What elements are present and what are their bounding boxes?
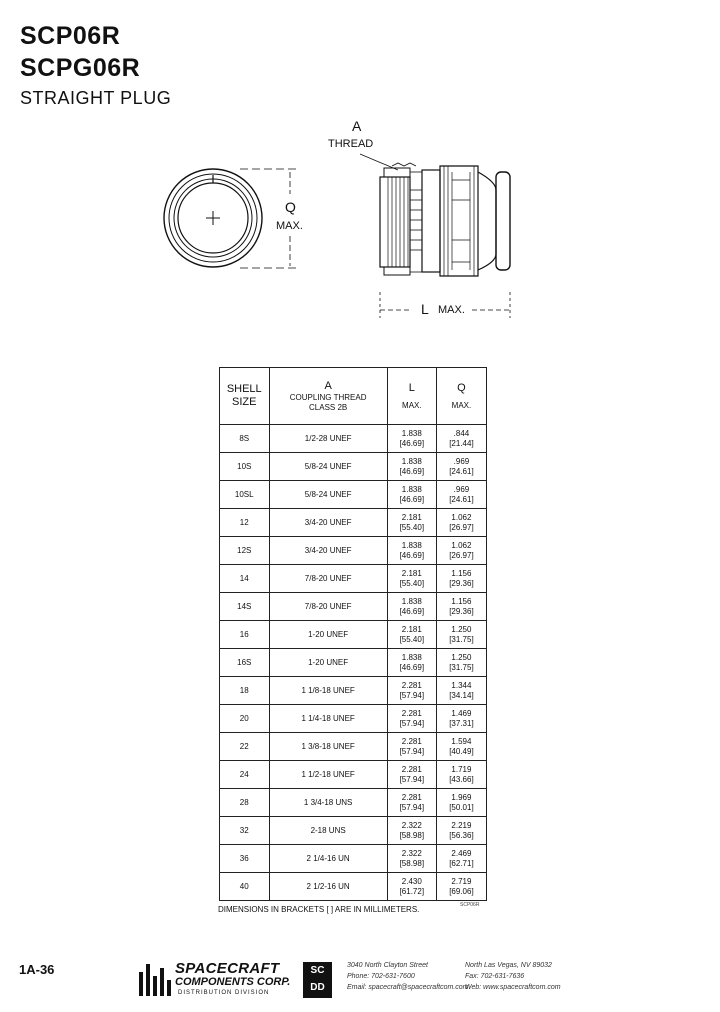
dimensions-footnote: DIMENSIONS IN BRACKETS [ ] ARE IN MILLIMETERS.: [218, 905, 420, 914]
cell-l-max: [387, 509, 436, 537]
value-inches: 1.719: [451, 764, 472, 774]
cell-shell-size: [220, 677, 270, 705]
table-row: [220, 817, 487, 845]
address-phone: Phone: 702-631-7600: [347, 973, 415, 980]
table-row: [220, 761, 487, 789]
value-inches: 7/8-20 UNEF: [304, 601, 352, 611]
cell-shell-size: [220, 509, 270, 537]
value-millimeters: [56.36]: [449, 830, 474, 840]
badge-bottom: DD: [310, 982, 325, 993]
value-inches: 14: [239, 573, 249, 583]
cell-shell-size: [220, 565, 270, 593]
value-inches: 2.430: [401, 876, 422, 886]
value-inches: .969: [453, 456, 470, 466]
cell-l-max: [387, 565, 436, 593]
value-inches: 1.969: [451, 792, 472, 802]
value-inches: 1-20 UNEF: [308, 629, 349, 639]
cell-q-max: [436, 817, 486, 845]
value-inches: 1.838: [401, 484, 422, 494]
cell-coupling-thread: [269, 789, 387, 817]
value-inches: 1.156: [451, 568, 472, 578]
value-millimeters: [57.94]: [399, 746, 425, 756]
value-inches: 2.181: [401, 568, 422, 578]
value-inches: 1 1/4-18 UNEF: [301, 713, 355, 723]
cell-q-max: [436, 733, 486, 761]
value-inches: 1 1/8-18 UNEF: [301, 685, 355, 695]
value-millimeters: [31.75]: [449, 662, 474, 672]
header-l-max: [387, 368, 436, 425]
value-millimeters: [55.40]: [399, 634, 425, 644]
value-millimeters: [29.36]: [449, 606, 474, 616]
value-millimeters: [57.94]: [399, 774, 425, 784]
table-row: [220, 649, 487, 677]
value-inches: 1.838: [401, 596, 422, 606]
cell-coupling-thread: [269, 817, 387, 845]
cell-l-max: [387, 761, 436, 789]
address-web: Web: www.spacecraftcom.com: [465, 984, 561, 991]
cell-coupling-thread: [269, 481, 387, 509]
value-inches: 1.156: [451, 596, 472, 606]
cell-l-max: [387, 425, 436, 453]
model-number-primary: SCP06R: [20, 22, 121, 50]
cell-coupling-thread: [269, 537, 387, 565]
value-inches: 7/8-20 UNEF: [304, 573, 352, 583]
cell-q-max: [436, 621, 486, 649]
cell-q-max: [436, 565, 486, 593]
value-inches: 16: [239, 629, 249, 639]
cell-l-max: [387, 481, 436, 509]
value-millimeters: [40.49]: [449, 746, 474, 756]
cell-shell-size: [220, 481, 270, 509]
cell-coupling-thread: [269, 649, 387, 677]
cell-q-max: [436, 593, 486, 621]
cell-l-max: [387, 593, 436, 621]
cell-coupling-thread: [269, 425, 387, 453]
value-inches: 2.281: [401, 764, 422, 774]
value-inches: 1.062: [451, 512, 472, 522]
value-inches: 3/4-20 UNEF: [304, 517, 352, 527]
cell-q-max: [436, 845, 486, 873]
table-row: [220, 845, 487, 873]
cell-l-max: [387, 705, 436, 733]
value-inches: 10SL: [234, 489, 254, 499]
value-inches: 12: [239, 517, 249, 527]
value-millimeters: [57.94]: [399, 802, 425, 812]
value-inches: 18: [239, 685, 249, 695]
value-millimeters: [50.01]: [449, 802, 474, 812]
header-l-line1: L: [408, 381, 415, 394]
value-inches: 36: [239, 853, 249, 863]
cell-shell-size: [220, 705, 270, 733]
value-inches: 2.219: [451, 820, 472, 830]
value-millimeters: [46.69]: [399, 494, 425, 504]
value-millimeters: [24.61]: [449, 466, 474, 476]
value-inches: 20: [239, 713, 249, 723]
cell-q-max: [436, 453, 486, 481]
cell-l-max: [387, 649, 436, 677]
cell-shell-size: [220, 733, 270, 761]
cell-coupling-thread: [269, 565, 387, 593]
value-inches: 2.281: [401, 708, 422, 718]
table-row: [220, 481, 487, 509]
value-inches: 2 1/4-16 UN: [306, 853, 350, 863]
cell-q-max: [436, 705, 486, 733]
cell-coupling-thread: [269, 761, 387, 789]
cell-shell-size: [220, 621, 270, 649]
header-l-line2: MAX.: [402, 400, 422, 410]
value-inches: 2.281: [401, 792, 422, 802]
cell-coupling-thread: [269, 845, 387, 873]
table-row: [220, 425, 487, 453]
cell-shell-size: [220, 593, 270, 621]
model-number-secondary: SCPG06R: [20, 54, 141, 82]
value-millimeters: [69.06]: [449, 886, 474, 896]
value-millimeters: [46.69]: [399, 550, 425, 560]
brand-subname: COMPONENTS CORP.: [175, 976, 291, 988]
value-inches: 1 1/2-18 UNEF: [301, 769, 355, 779]
address-fax: Fax: 702-631-7636: [465, 973, 525, 980]
product-subtitle: STRAIGHT PLUG: [20, 88, 172, 108]
label-l-max: MAX.: [438, 304, 465, 316]
value-millimeters: [57.94]: [399, 690, 425, 700]
cell-coupling-thread: [269, 733, 387, 761]
header-coupling-thread: [269, 368, 387, 425]
cell-l-max: [387, 621, 436, 649]
value-inches: 2.181: [401, 624, 422, 634]
cell-shell-size: [220, 453, 270, 481]
value-millimeters: [61.72]: [399, 886, 425, 896]
value-inches: 40: [239, 881, 249, 891]
cell-shell-size: [220, 649, 270, 677]
header-q-line1: Q: [457, 381, 466, 394]
cell-q-max: [436, 789, 486, 817]
label-a: A: [352, 118, 362, 134]
value-inches: 3/4-20 UNEF: [304, 545, 352, 555]
cell-l-max: [387, 453, 436, 481]
value-inches: 8S: [239, 433, 250, 443]
value-inches: 1.838: [401, 540, 422, 550]
table-row: [220, 593, 487, 621]
value-millimeters: [26.97]: [449, 522, 474, 532]
cell-q-max: [436, 677, 486, 705]
value-inches: 2-18 UNS: [310, 825, 346, 835]
label-q-max: MAX.: [276, 220, 303, 232]
value-millimeters: [24.61]: [449, 494, 474, 504]
scdd-badge: [303, 962, 332, 998]
header-q-line2: MAX.: [451, 400, 472, 410]
value-inches: 12S: [237, 545, 252, 555]
value-inches: 1-20 UNEF: [308, 657, 349, 667]
side-view: [380, 163, 510, 276]
value-inches: 1.838: [401, 652, 422, 662]
value-inches: 2.281: [401, 736, 422, 746]
value-millimeters: [46.69]: [399, 662, 425, 672]
cell-shell-size: [220, 789, 270, 817]
cell-shell-size: [220, 425, 270, 453]
value-inches: 1.062: [451, 540, 472, 550]
table-row: [220, 565, 487, 593]
value-inches: 28: [239, 797, 249, 807]
cell-coupling-thread: [269, 593, 387, 621]
value-millimeters: [55.40]: [399, 578, 425, 588]
value-inches: 5/8-24 UNEF: [304, 461, 352, 471]
value-millimeters: [29.36]: [449, 578, 474, 588]
cell-shell-size: [220, 845, 270, 873]
value-millimeters: [34.14]: [449, 690, 474, 700]
value-millimeters: [62.71]: [449, 858, 474, 868]
cell-coupling-thread: [269, 677, 387, 705]
value-inches: 1.469: [451, 708, 472, 718]
part-code: SCP06R: [460, 902, 480, 908]
cell-coupling-thread: [269, 705, 387, 733]
value-inches: 1.250: [451, 652, 472, 662]
badge-top: SC: [310, 965, 325, 976]
cell-l-max: [387, 677, 436, 705]
value-millimeters: [57.94]: [399, 718, 425, 728]
header-shell-line1: SHELL: [226, 383, 262, 395]
cell-l-max: [387, 817, 436, 845]
table-row: [220, 789, 487, 817]
header-a-line3: CLASS 2B: [309, 402, 348, 412]
cell-q-max: [436, 537, 486, 565]
value-millimeters: [58.98]: [399, 830, 425, 840]
table-row: [220, 677, 487, 705]
header-a-line1: A: [324, 379, 332, 392]
value-inches: 10S: [237, 461, 252, 471]
cell-q-max: [436, 481, 486, 509]
cell-shell-size: [220, 817, 270, 845]
value-millimeters: [46.69]: [399, 438, 425, 448]
table-body: [220, 425, 487, 901]
address-street: 3040 North Clayton Street: [347, 962, 428, 969]
cell-q-max: [436, 425, 486, 453]
value-millimeters: [43.66]: [449, 774, 474, 784]
cell-coupling-thread: [269, 453, 387, 481]
cell-coupling-thread: [269, 509, 387, 537]
value-inches: 1/2-28 UNEF: [304, 433, 352, 443]
value-millimeters: [55.40]: [399, 522, 425, 532]
value-millimeters: [46.69]: [399, 606, 425, 616]
value-inches: 1 3/4-18 UNS: [303, 797, 353, 807]
table-row: [220, 873, 487, 901]
cell-coupling-thread: [269, 621, 387, 649]
header-shell-line2: SIZE: [232, 396, 257, 408]
value-millimeters: [26.97]: [449, 550, 474, 560]
value-inches: 1.344: [451, 680, 472, 690]
value-inches: 1.250: [451, 624, 472, 634]
table-row: [220, 537, 487, 565]
header-a-line2: COUPLING THREAD: [289, 392, 367, 402]
cell-shell-size: [220, 873, 270, 901]
cell-q-max: [436, 649, 486, 677]
value-millimeters: [31.75]: [449, 634, 474, 644]
value-inches: 2.322: [401, 820, 422, 830]
cell-l-max: [387, 789, 436, 817]
connector-drawing: [0, 0, 720, 360]
address-email: Email: spacecraft@spacecraftcom.com: [347, 984, 469, 991]
value-inches: 16S: [237, 657, 252, 667]
table-row: [220, 733, 487, 761]
cell-q-max: [436, 873, 486, 901]
value-millimeters: [37.31]: [449, 718, 474, 728]
cell-shell-size: [220, 537, 270, 565]
brand-division: DISTRIBUTION DIVISION: [178, 990, 270, 996]
page-number: 1A-36: [19, 962, 55, 977]
value-inches: 1.838: [401, 456, 422, 466]
header-q-max: [436, 368, 486, 425]
value-inches: 2.719: [451, 876, 472, 886]
label-l: L: [421, 301, 429, 317]
thread-leader-line: [360, 154, 398, 170]
value-inches: 2.281: [401, 680, 422, 690]
cell-q-max: [436, 761, 486, 789]
value-inches: 2.181: [401, 512, 422, 522]
table-header-row: [220, 368, 487, 425]
value-inches: 1.838: [401, 428, 422, 438]
cell-l-max: [387, 873, 436, 901]
table-row: [220, 705, 487, 733]
value-inches: 2.322: [401, 848, 422, 858]
value-inches: 1 3/8-18 UNEF: [301, 741, 355, 751]
cell-coupling-thread: [269, 873, 387, 901]
cell-l-max: [387, 733, 436, 761]
value-inches: .969: [453, 484, 470, 494]
value-inches: 14S: [237, 601, 252, 611]
value-inches: 2 1/2-16 UN: [306, 881, 350, 891]
cell-l-max: [387, 845, 436, 873]
label-q: Q: [285, 199, 296, 215]
value-millimeters: [21.44]: [449, 438, 474, 448]
cell-l-max: [387, 537, 436, 565]
front-view: [164, 169, 262, 267]
value-inches: .844: [453, 428, 470, 438]
table-row: [220, 453, 487, 481]
value-inches: 32: [239, 825, 249, 835]
value-millimeters: [46.69]: [399, 466, 425, 476]
dimension-table: [219, 367, 487, 901]
address-city: North Las Vegas, NV 89032: [465, 962, 552, 969]
table-row: [220, 621, 487, 649]
value-inches: 1.594: [451, 736, 472, 746]
value-inches: 22: [239, 741, 249, 751]
value-millimeters: [58.98]: [399, 858, 425, 868]
brand-name: SPACECRAFT: [175, 960, 280, 977]
cell-shell-size: [220, 761, 270, 789]
value-inches: 2.469: [451, 848, 472, 858]
header-shell-size: [220, 368, 270, 425]
value-inches: 5/8-24 UNEF: [304, 489, 352, 499]
table-row: [220, 509, 487, 537]
label-thread: THREAD: [328, 138, 374, 150]
cell-q-max: [436, 509, 486, 537]
value-inches: 24: [239, 769, 249, 779]
